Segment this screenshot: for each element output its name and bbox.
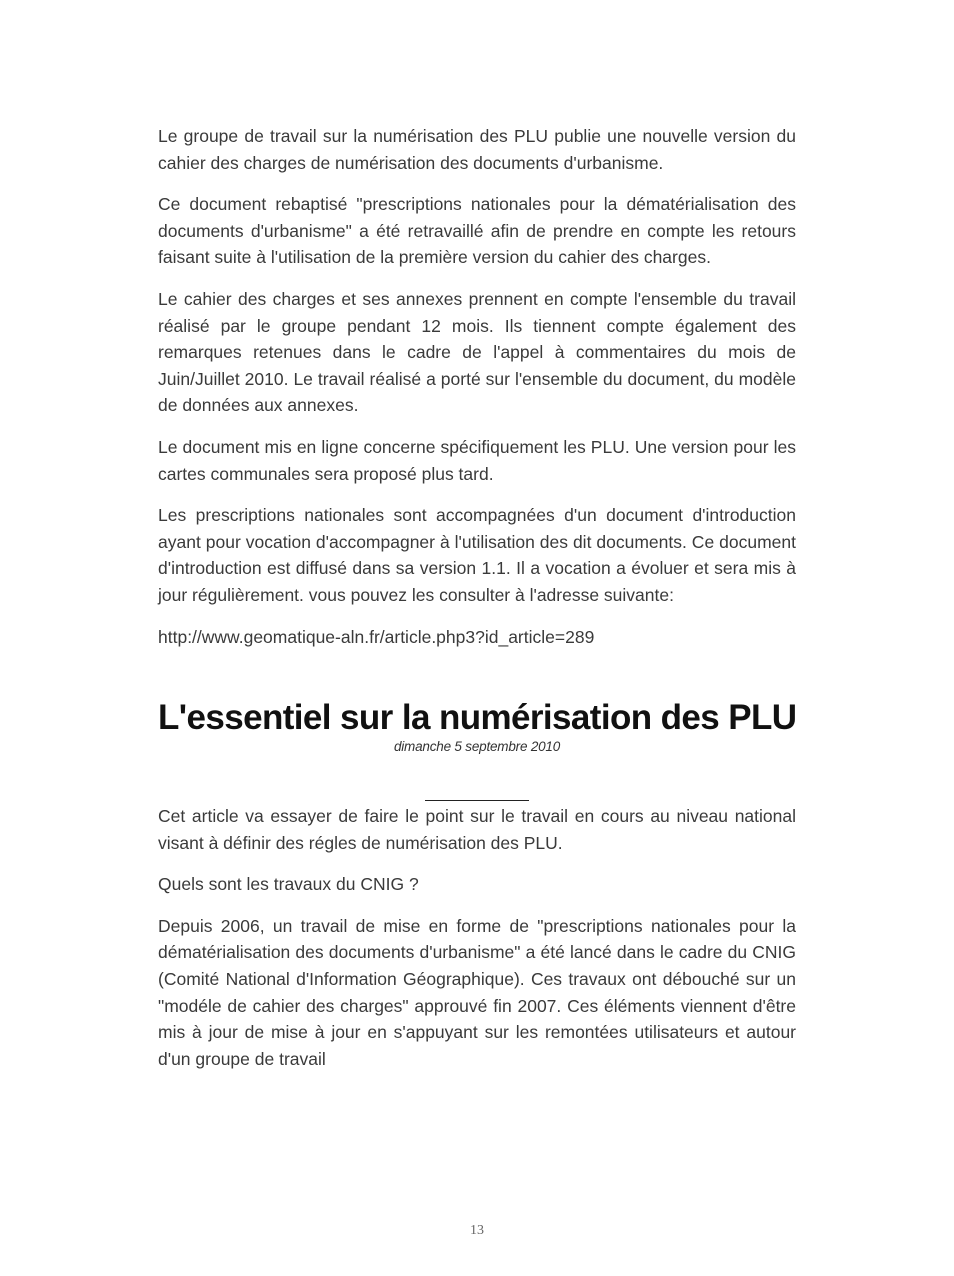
article-header bbox=[158, 698, 796, 755]
intro-paragraph-3: Le cahier des charges et ses annexes prennent en compte l'ensemble du travail réalisé par le groupe pendant 12 mois. Ils tiennent compte également des remarques retenues dans le cadre de l'appel à commentaires du mois de Juin/Juillet 2010. Le travail réalisé a porté sur l'ensemble du document, du modèle de données aux annexes. bbox=[158, 288, 796, 416]
article-paragraph-1: Cet article va essayer de faire le point sur le travail en cours au niveau national visant à définir des régles de numérisation des PLU. bbox=[158, 806, 796, 853]
article-url-link[interactable]: http://www.geomatique-aln.fr/article.php3?id_article=289 bbox=[158, 626, 595, 647]
article-paragraph-2: Quels sont les travaux du CNIG ? bbox=[158, 874, 419, 895]
article-paragraph-3: Depuis 2006, un travail de mise en forme de "prescriptions nationales pour la dématérialisation des documents d'urbanisme" a été lancé dans le cadre du CNIG (Comité National d'Information Géographique). Ces travaux ont débouché sur un "modéle de cahier des charges" approuvé fin 2007. Ces éléments viennent d'être mis à jour de mise à jour en s'appuyant sur les remontées utilisateurs et autour d'un groupe de travail bbox=[158, 915, 796, 1069]
intro-paragraph-1: Le groupe de travail sur la numérisation des PLU publie une nouvelle version du cahier des charges de numérisation des documents d'urbanisme. bbox=[158, 126, 796, 173]
article-date: dimanche 5 septembre 2010 bbox=[393, 739, 561, 755]
intro-paragraph-5: Les prescriptions nationales sont accompagnées d'un document d'introduction ayant pour vocation d'accompagner à l'utilisation des dit documents. Ce document d'introduction est diffusé dans sa version 1.1. Il a vocation a évoluer et sera mis à jour régulièrement. vous pouvez les consulter à l'adresse suivante: bbox=[158, 505, 796, 605]
intro-paragraph-2: Ce document rebaptisé "prescriptions nationales pour la dématérialisation des documents d'urbanisme" a été retravaillé afin de prendre en compte les retours faisant suite à l'utilisation de la première version du cahier des charges. bbox=[158, 194, 796, 268]
separator-line bbox=[425, 800, 529, 801]
intro-paragraph-4: Le document mis en ligne concerne spécifiquement les PLU. Une version pour les cartes communales sera proposé plus tard. bbox=[158, 436, 796, 484]
article-title: L'essentiel sur la numérisation des PLU bbox=[158, 698, 797, 738]
page-content bbox=[158, 123, 796, 1087]
page-number: 13 bbox=[470, 1223, 484, 1238]
